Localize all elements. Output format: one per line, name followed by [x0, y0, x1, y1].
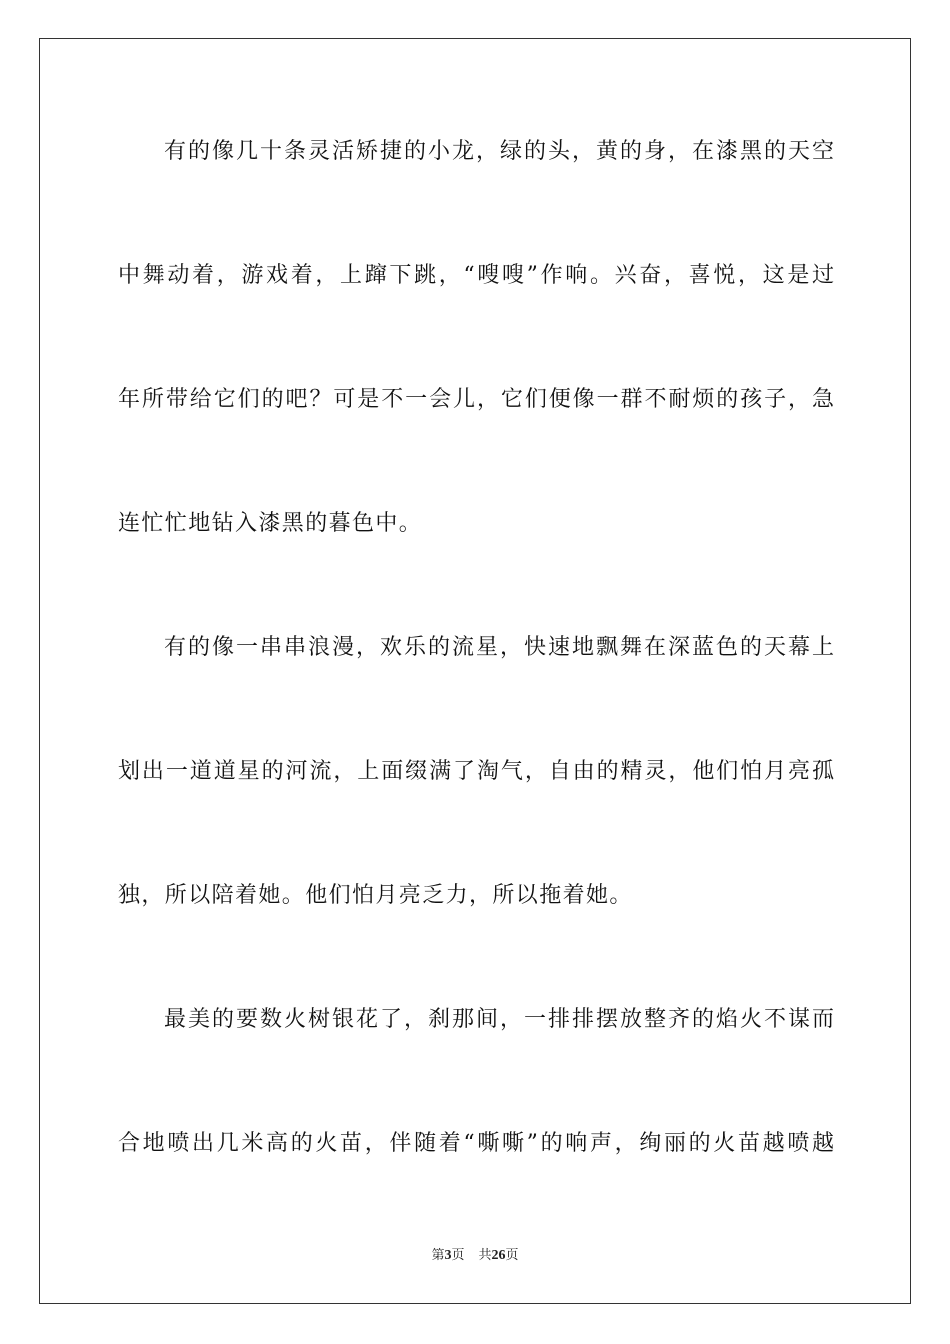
total-pages: 26	[491, 1248, 506, 1263]
total-suffix: 页	[505, 1248, 519, 1263]
page-suffix: 页	[451, 1248, 465, 1263]
text-line-6: 划出一道道星的河流，上面缀满了淘气，自由的精灵，他们怕月亮孤	[118, 759, 834, 784]
page-prefix: 第	[431, 1248, 445, 1263]
page-border	[39, 38, 911, 1304]
text-line-7: 独，所以陪着她。他们怕月亮乏力，所以拖着她。	[118, 883, 633, 908]
text-line-9: 合地喷出几米高的火苗，伴随着“嘶嘶”的响声，绚丽的火苗越喷越	[118, 1131, 834, 1156]
text-line-3: 年所带给它们的吧？可是不一会儿，它们便像一群不耐烦的孩子，急	[118, 387, 834, 412]
total-prefix: 共	[478, 1248, 492, 1263]
page-number: 3	[444, 1248, 452, 1263]
page-footer	[0, 1247, 950, 1265]
text-line-8: 最美的要数火树银花了，刹那间，一排排摆放整齐的焰火不谋而	[164, 1007, 834, 1032]
text-line-4: 连忙忙地钻入漆黑的暮色中。	[118, 511, 423, 536]
text-line-2: 中舞动着，游戏着，上蹿下跳，“嗖嗖”作响。兴奋，喜悦，这是过	[118, 263, 834, 288]
text-line-5: 有的像一串串浪漫，欢乐的流星，快速地飘舞在深蓝色的天幕上	[164, 635, 834, 660]
text-line-1: 有的像几十条灵活矫捷的小龙，绿的头，黄的身，在漆黑的天空	[164, 139, 834, 164]
